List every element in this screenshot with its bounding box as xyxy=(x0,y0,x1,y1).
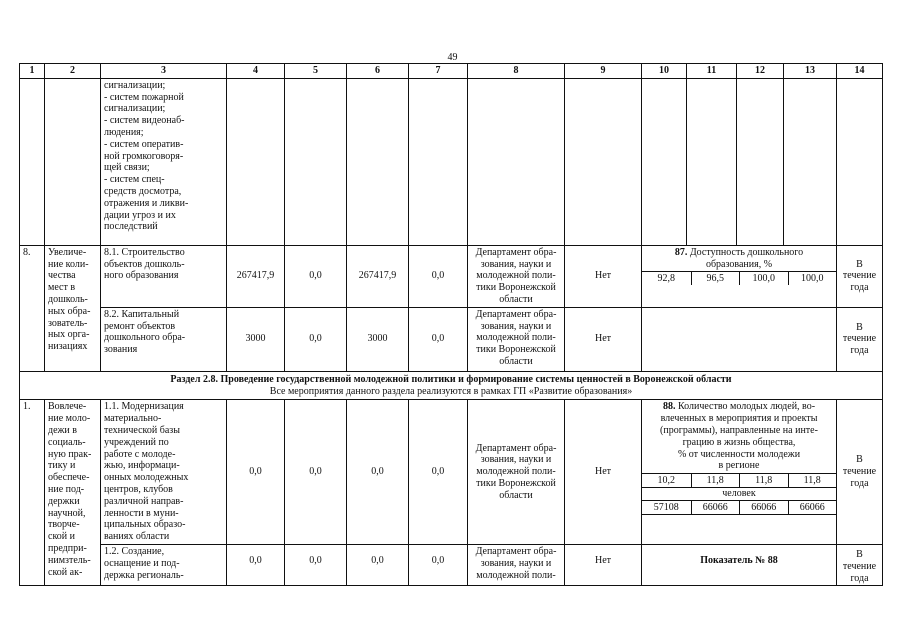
value-cell: 0,0 xyxy=(409,307,468,371)
value-cell: 0,0 xyxy=(409,400,468,545)
section-subtitle: Все мероприятия данного раздела реализуются в рамках ГП «Развитие образования» xyxy=(269,385,633,397)
flag-cell: Нет xyxy=(565,307,642,371)
goal-cell: Увеличе- ние коли- чества мест в дошколь- ных обра- зователь- ных орга- низациях xyxy=(45,245,101,371)
value-cell: 0,0 xyxy=(285,245,347,307)
section-title: Раздел 2.8. Проведение государственной молодежной политики и формирование системы ценностей в Воронежской области xyxy=(170,373,732,385)
value-cell: 0,0 xyxy=(409,245,468,307)
responsible-dept: Департамент обра- зования, науки и молодежной поли- тики Воронежской области xyxy=(468,307,565,371)
value-cell: 3000 xyxy=(347,307,409,371)
value-cell: 3000 xyxy=(227,307,285,371)
indicator-title: % от численности молодежи xyxy=(677,448,801,460)
indicator-title: грацию в жизнь общества, xyxy=(682,436,796,448)
indicator-title: в регионе xyxy=(718,460,760,472)
table-row xyxy=(20,307,883,371)
value-cell: 0,0 xyxy=(409,544,468,585)
list-item: - систем спец- xyxy=(104,174,165,186)
term-cell: В течение года xyxy=(837,307,883,371)
indicator-88 xyxy=(642,400,837,545)
responsible-dept: Департамент обра- зования, науки и молодежной поли- xyxy=(468,544,565,585)
indicator-value: 11,8 xyxy=(739,474,788,487)
value-cell: 267417,9 xyxy=(227,245,285,307)
table-row xyxy=(20,544,883,585)
col-header-12: 12 xyxy=(737,64,784,79)
value-cell: 0,0 xyxy=(285,307,347,371)
list-item: средств досмотра, xyxy=(104,185,182,197)
indicator-reference: Показатель № 88 xyxy=(642,544,837,585)
goal-cell: Вовлече- ние моло- дежи в социаль- ную прак- тику и обеспече- ние под- держки научной, творче- ской и предпри- нимзтель- ской ак- xyxy=(45,400,101,586)
indicator-value: 10,2 xyxy=(657,475,675,487)
col-header-8: 8 xyxy=(468,64,565,79)
indicator-title: влеченных в мероприятия и проекты xyxy=(660,413,818,425)
col-header-4: 4 xyxy=(227,64,285,79)
table-row xyxy=(20,400,883,545)
indicator-value: 66066 xyxy=(739,501,788,514)
list-item: дации угроз и их xyxy=(104,209,176,221)
indicator-value: 100,0 xyxy=(788,272,837,285)
indicator-value: 11,8 xyxy=(788,474,837,487)
indicator-value: 11,8 xyxy=(691,474,740,487)
page-number: 49 xyxy=(447,52,458,63)
value-cell: 0,0 xyxy=(347,544,409,585)
row-number: 8. xyxy=(20,245,45,371)
value-cell: 0,0 xyxy=(285,544,347,585)
activity-name: 8.2. Капитальный ремонт объектов дошкольного обра- зования xyxy=(101,307,227,371)
list-item: сигнализации; xyxy=(104,79,166,91)
col-header-11: 11 xyxy=(687,64,737,79)
flag-cell: Нет xyxy=(565,245,642,307)
indicator-number: 88. xyxy=(662,401,676,413)
indicator-unit: человек xyxy=(642,487,836,500)
indicator-value: 96,5 xyxy=(691,272,740,285)
col-header-6: 6 xyxy=(347,64,409,79)
indicator-title: Доступность дошкольного xyxy=(689,246,804,258)
col-header-9: 9 xyxy=(565,64,642,79)
col-header-2: 2 xyxy=(45,64,101,79)
activity-name: 1.2. Создание, оснащение и под- держка региональ- xyxy=(101,544,227,585)
list-item: последствий xyxy=(104,221,158,233)
indicator-title: образования, % xyxy=(705,258,773,270)
list-item: - систем оператив- xyxy=(104,138,184,150)
col-header-10: 10 xyxy=(642,64,687,79)
indicator-title: (программы), направленные на инте- xyxy=(660,424,818,436)
col-header-13: 13 xyxy=(784,64,837,79)
indicator-value: 92,8 xyxy=(657,273,675,285)
value-cell: 0,0 xyxy=(227,400,285,545)
term-cell: В течение года xyxy=(837,245,883,307)
responsible-dept: Департамент обра- зования, науки и молодежной поли- тики Воронежской области xyxy=(468,245,565,307)
col-header-3: 3 xyxy=(101,64,227,79)
col-header-7: 7 xyxy=(409,64,468,79)
indicator-value: 66066 xyxy=(788,501,837,514)
activity-name: 8.1. Строительство объектов дошколь- ного образования xyxy=(101,245,227,307)
program-table xyxy=(19,63,883,586)
list-item: - систем видеонаб- xyxy=(104,115,185,127)
section-header xyxy=(20,371,883,400)
responsible-dept: Департамент обра- зования, науки и молодежной поли- тики Воронежской области xyxy=(468,400,565,545)
col-header-14: 14 xyxy=(837,64,883,79)
indicator-value: 100,0 xyxy=(739,272,788,285)
list-item: щей связи; xyxy=(104,162,150,174)
indicator-value: 66066 xyxy=(691,501,740,514)
indicator-value: 57108 xyxy=(653,501,679,513)
col-header-5: 5 xyxy=(285,64,347,79)
term-cell: В течение года xyxy=(837,544,883,585)
section-row xyxy=(20,371,883,400)
continued-list xyxy=(101,78,227,245)
list-item: отражения и ликви- xyxy=(104,197,189,209)
list-item: - систем пожарной xyxy=(104,91,184,103)
indicator-87 xyxy=(642,245,837,307)
value-cell: 0,0 xyxy=(227,544,285,585)
value-cell: 0,0 xyxy=(347,400,409,545)
flag-cell: Нет xyxy=(565,400,642,545)
continuation-row xyxy=(20,78,883,245)
indicator-empty xyxy=(642,307,837,371)
list-item: сигнализации; xyxy=(104,103,166,115)
list-item: людения; xyxy=(104,126,144,138)
column-number-row xyxy=(20,64,883,79)
indicator-title: Количество молодых людей, во- xyxy=(677,401,816,413)
term-cell: В течение года xyxy=(837,400,883,545)
table-row xyxy=(20,245,883,307)
value-cell: 267417,9 xyxy=(347,245,409,307)
activity-name: 1.1. Модернизация материально- технической базы учреждений по работе с молоде- жью, информаци- онных молодежных центров, клубов различной направ- ленности в муни- ципальных образо- ваниях области xyxy=(101,400,227,545)
flag-cell: Нет xyxy=(565,544,642,585)
col-header-1: 1 xyxy=(20,64,45,79)
indicator-number: 87. xyxy=(674,246,688,258)
row-number: 1. xyxy=(20,400,45,586)
list-item: ной громкоговоря- xyxy=(104,150,184,162)
value-cell: 0,0 xyxy=(285,400,347,545)
